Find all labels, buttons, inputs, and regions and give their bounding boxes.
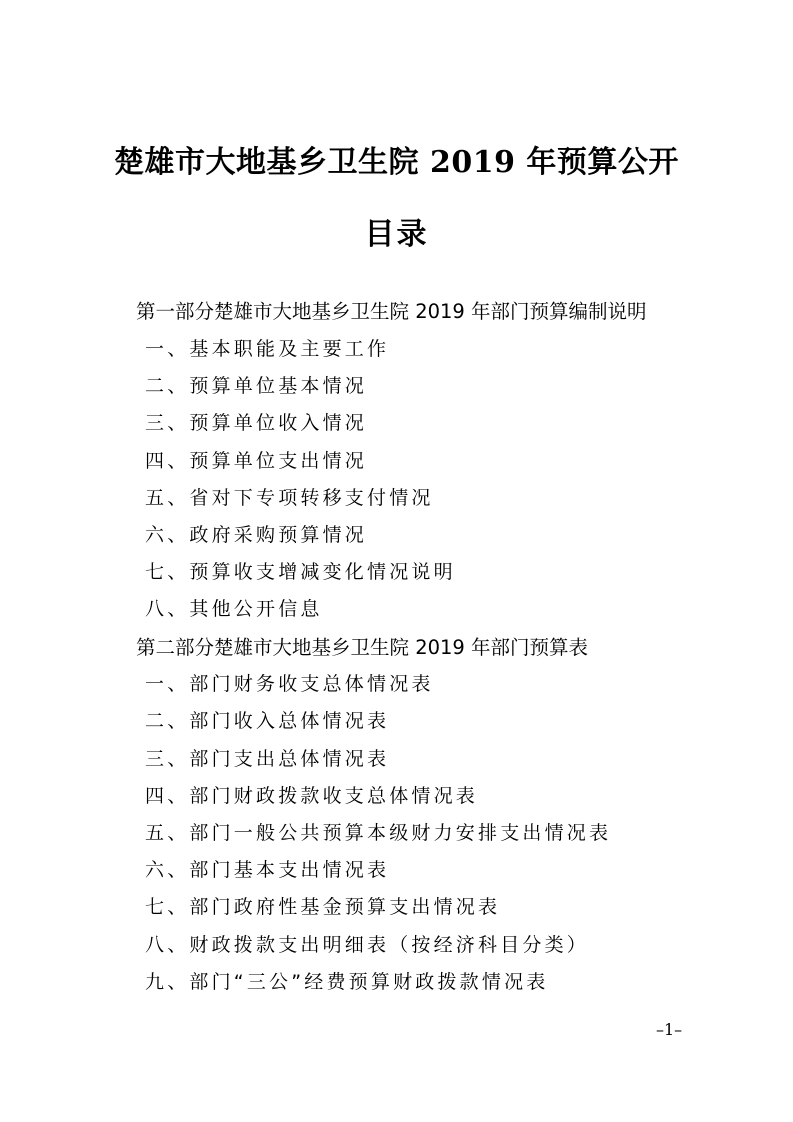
part1-item-3: 三、预算单位收入情况: [145, 412, 368, 434]
part2-item-3: 三、部门支出总体情况表: [145, 748, 390, 770]
page-number: –1–: [656, 1020, 683, 1039]
part2-heading: 第二部分楚雄市大地基乡卫生院 2019 年部门预算表: [136, 636, 589, 659]
part1-item-5: 五、省对下专项转移支付情况: [145, 487, 434, 509]
toc-heading: 目录: [364, 217, 429, 252]
part1-heading: 第一部分楚雄市大地基乡卫生院 2019 年部门预算编制说明: [136, 300, 647, 323]
part1-item-4: 四、预算单位支出情况: [145, 450, 368, 472]
part1-item-2: 二、预算单位基本情况: [145, 375, 368, 397]
part1-item-6: 六、政府采购预算情况: [145, 524, 368, 546]
document-title: 楚雄市大地基乡卫生院 2019 年预算公开: [114, 145, 679, 180]
part2-item-6: 六、部门基本支出情况表: [145, 859, 390, 881]
part2-item-9: 九、部门“三公”经费预算财政拨款情况表: [145, 971, 549, 993]
part1-item-8: 八、其他公开信息: [145, 598, 323, 620]
part2-item-2: 二、部门收入总体情况表: [145, 710, 390, 732]
part1-item-7: 七、预算收支增减变化情况说明: [145, 561, 456, 583]
part2-item-8: 八、财政拨款支出明细表（按经济科目分类）: [145, 934, 590, 956]
part2-item-5: 五、部门一般公共预算本级财力安排支出情况表: [145, 822, 612, 844]
part2-item-7: 七、部门政府性基金预算支出情况表: [145, 896, 501, 918]
part2-item-4: 四、部门财政拨款收支总体情况表: [145, 785, 479, 807]
part2-item-1: 一、部门财务收支总体情况表: [145, 673, 434, 695]
part1-item-1: 一、基本职能及主要工作: [145, 338, 390, 360]
